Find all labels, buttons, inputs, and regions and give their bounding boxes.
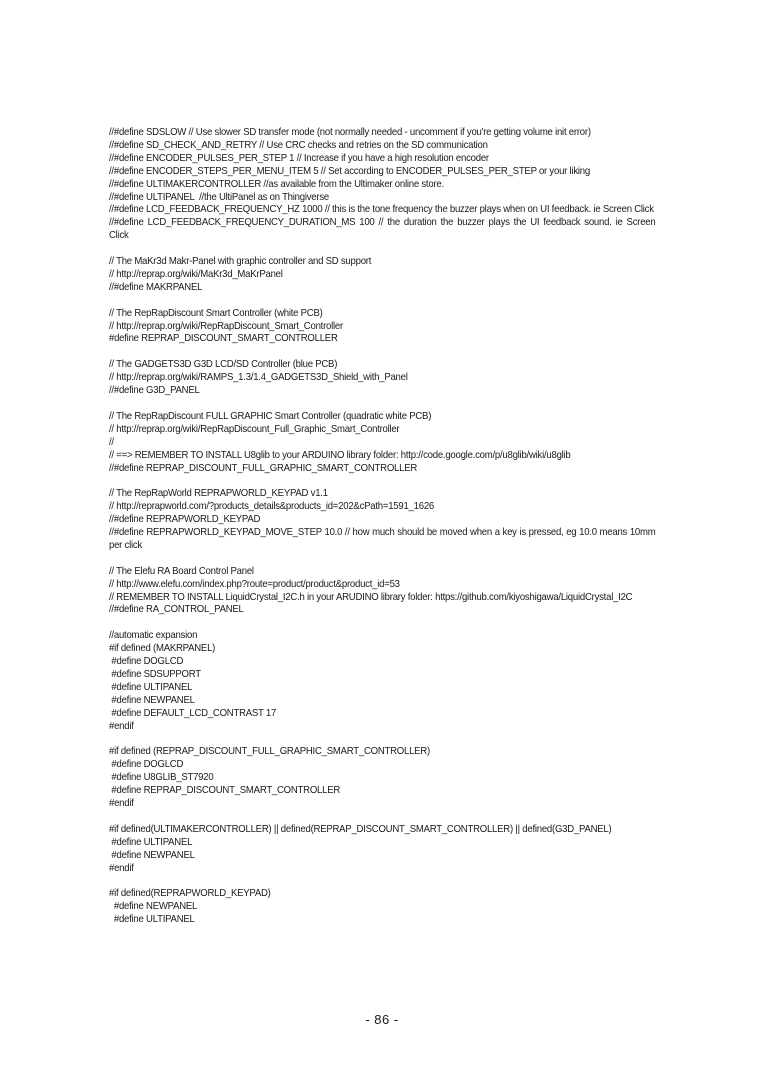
code-line: #endif	[109, 862, 134, 874]
code-line: //#define LCD_FEEDBACK_FREQUENCY_DURATION_MS 100 // the duration the buzzer plays the UI feedback sound. ie Screen Click	[109, 217, 656, 242]
code-line: #define ULTIPANEL	[109, 836, 193, 848]
code-line: // http://reprap.org/wiki/RepRapDiscount_Full_Graphic_Smart_Controller	[109, 423, 400, 435]
code-line: #define NEWPANEL	[109, 694, 195, 706]
code-line: #define REPRAP_DISCOUNT_SMART_CONTROLLER	[109, 333, 338, 345]
blank-line	[109, 553, 655, 566]
blank-line	[109, 243, 655, 256]
code-line: // The RepRapWorld REPRAPWORLD_KEYPAD v1.1	[109, 488, 328, 500]
code-line: #define NEWPANEL	[109, 901, 198, 913]
code-line: //#define SDSLOW // Use slower SD transfer mode (not normally needed - uncomment if you're getting volume init error)	[109, 127, 591, 138]
code-line: //#define G3D_PANEL	[109, 385, 200, 397]
code-line: // The RepRapDiscount FULL GRAPHIC Smart Controller (quadratic white PCB)	[109, 410, 432, 422]
code-line: #define ULTIPANEL	[109, 914, 195, 926]
code-line: #define DOGLCD	[109, 656, 184, 668]
code-line: // http://reprap.org/wiki/RAMPS_1.3/1.4_GADGETS3D_Shield_with_Panel	[109, 372, 408, 384]
code-line: // http://reprap.org/wiki/MaKr3d_MaKrPanel	[109, 268, 283, 280]
code-line: //#define REPRAPWORLD_KEYPAD_MOVE_STEP 10.0 // how much should be moved when a key is pressed, eg 10.0 means 10mm per click	[109, 527, 656, 551]
blank-line	[109, 617, 655, 630]
code-line: #if defined (REPRAP_DISCOUNT_FULL_GRAPHIC_SMART_CONTROLLER)	[109, 746, 430, 758]
code-line: //#define ENCODER_PULSES_PER_STEP 1 // Increase if you have a high resolution encoder	[109, 152, 489, 164]
code-line: //#define SD_CHECK_AND_RETRY // Use CRC checks and retries on the SD communication	[109, 139, 488, 151]
code-line: //#define MAKRPANEL	[109, 281, 203, 293]
code-line: // http://www.elefu.com/index.php?route=product/product&product_id=53	[109, 578, 400, 590]
code-line: //#define ULTIPANEL //the UltiPanel as on Thingiverse	[109, 191, 329, 203]
code-line: // The RepRapDiscount Smart Controller (white PCB)	[109, 307, 323, 319]
document-body	[109, 127, 655, 927]
page-number: - 86 -	[365, 1012, 399, 1027]
code-line: #define DEFAULT_LCD_CONTRAST 17	[109, 707, 277, 719]
blank-line	[109, 475, 655, 488]
code-line: #endif	[109, 720, 134, 732]
code-line: //#define ULTIMAKERCONTROLLER //as available from the Ultimaker online store.	[109, 178, 444, 190]
code-line: //#define RA_CONTROL_PANEL	[109, 604, 244, 616]
code-line: //#define LCD_FEEDBACK_FREQUENCY_HZ 1000 // this is the tone frequency the buzzer plays when on UI feedback. ie Screen Click	[109, 204, 654, 216]
code-line: // http://reprap.org/wiki/RepRapDiscount_Smart_Controller	[109, 320, 343, 332]
code-line: // REMEMBER TO INSTALL LiquidCrystal_I2C.h in your ARUDINO library folder: https://github.com/kiyoshigawa/LiquidCrystal_I2C	[109, 591, 633, 603]
blank-line	[109, 733, 655, 746]
code-line: //automatic expansion	[109, 630, 198, 642]
code-line: // The GADGETS3D G3D LCD/SD Controller (blue PCB)	[109, 359, 338, 371]
code-line: #define U8GLIB_ST7920	[109, 772, 214, 784]
code-line: // ==> REMEMBER TO INSTALL U8glib to your ARDUINO library folder: http://code.google.com/p/u8glib/wiki/u8glib	[109, 449, 571, 461]
code-line: #if defined(REPRAPWORLD_KEYPAD)	[109, 888, 271, 900]
code-line: // The MaKr3d Makr-Panel with graphic controller and SD support	[109, 256, 372, 268]
blank-line	[109, 295, 655, 308]
code-line: //#define REPRAPWORLD_KEYPAD	[109, 514, 261, 526]
code-line: #define SDSUPPORT	[109, 668, 201, 680]
code-line: // The Elefu RA Board Control Panel	[109, 565, 254, 577]
blank-line	[109, 398, 655, 411]
code-line: //#define REPRAP_DISCOUNT_FULL_GRAPHIC_SMART_CONTROLLER	[109, 462, 418, 474]
blank-line	[109, 875, 655, 888]
code-line: #define NEWPANEL	[109, 849, 195, 861]
code-line: #if defined (MAKRPANEL)	[109, 643, 216, 655]
code-line: #if defined(ULTIMAKERCONTROLLER) || defined(REPRAP_DISCOUNT_SMART_CONTROLLER) || defined(G3D_PANEL)	[109, 823, 612, 835]
code-line: //#define ENCODER_STEPS_PER_MENU_ITEM 5 // Set according to ENCODER_PULSES_PER_STEP or your liking	[109, 165, 590, 177]
blank-line	[109, 811, 655, 824]
code-line: #define REPRAP_DISCOUNT_SMART_CONTROLLER	[109, 785, 341, 797]
blank-line	[109, 346, 655, 359]
code-line: #define ULTIPANEL	[109, 681, 193, 693]
code-line: //	[109, 436, 114, 448]
code-line: #endif	[109, 798, 134, 809]
code-line: #define DOGLCD	[109, 759, 184, 771]
code-line: // http://reprapworld.com/?products_details&products_id=202&cPath=1591_1626	[109, 501, 434, 513]
